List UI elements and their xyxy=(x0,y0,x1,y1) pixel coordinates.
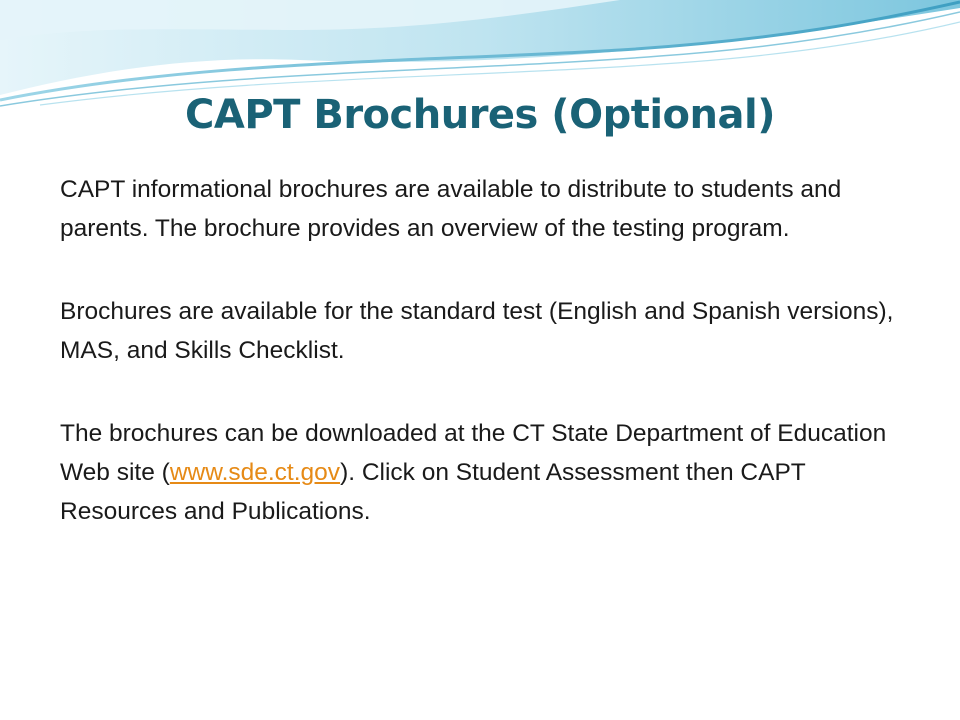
paragraph-brochures-overview: CAPT informational brochures are available to distribute to students and parents. The brochure provides an overview of the testing program. xyxy=(60,176,842,242)
sde-website-link[interactable]: www.sde.ct.gov xyxy=(169,459,341,486)
paragraph-download-info xyxy=(60,414,920,531)
slide-body xyxy=(60,170,920,575)
paragraph-brochure-versions: Brochures are available for the standard test (English and Spanish versions), MAS, and Skills Checklist. xyxy=(60,298,894,364)
download-text-before-link: The brochures can be downloaded at the CT State Department of Education Web site ( xyxy=(60,420,887,486)
slide-title: CAPT Brochures (Optional) xyxy=(185,92,775,138)
download-text-after-link: ). Click on Student Assessment then CAPT Resources and Publications. xyxy=(60,459,806,525)
